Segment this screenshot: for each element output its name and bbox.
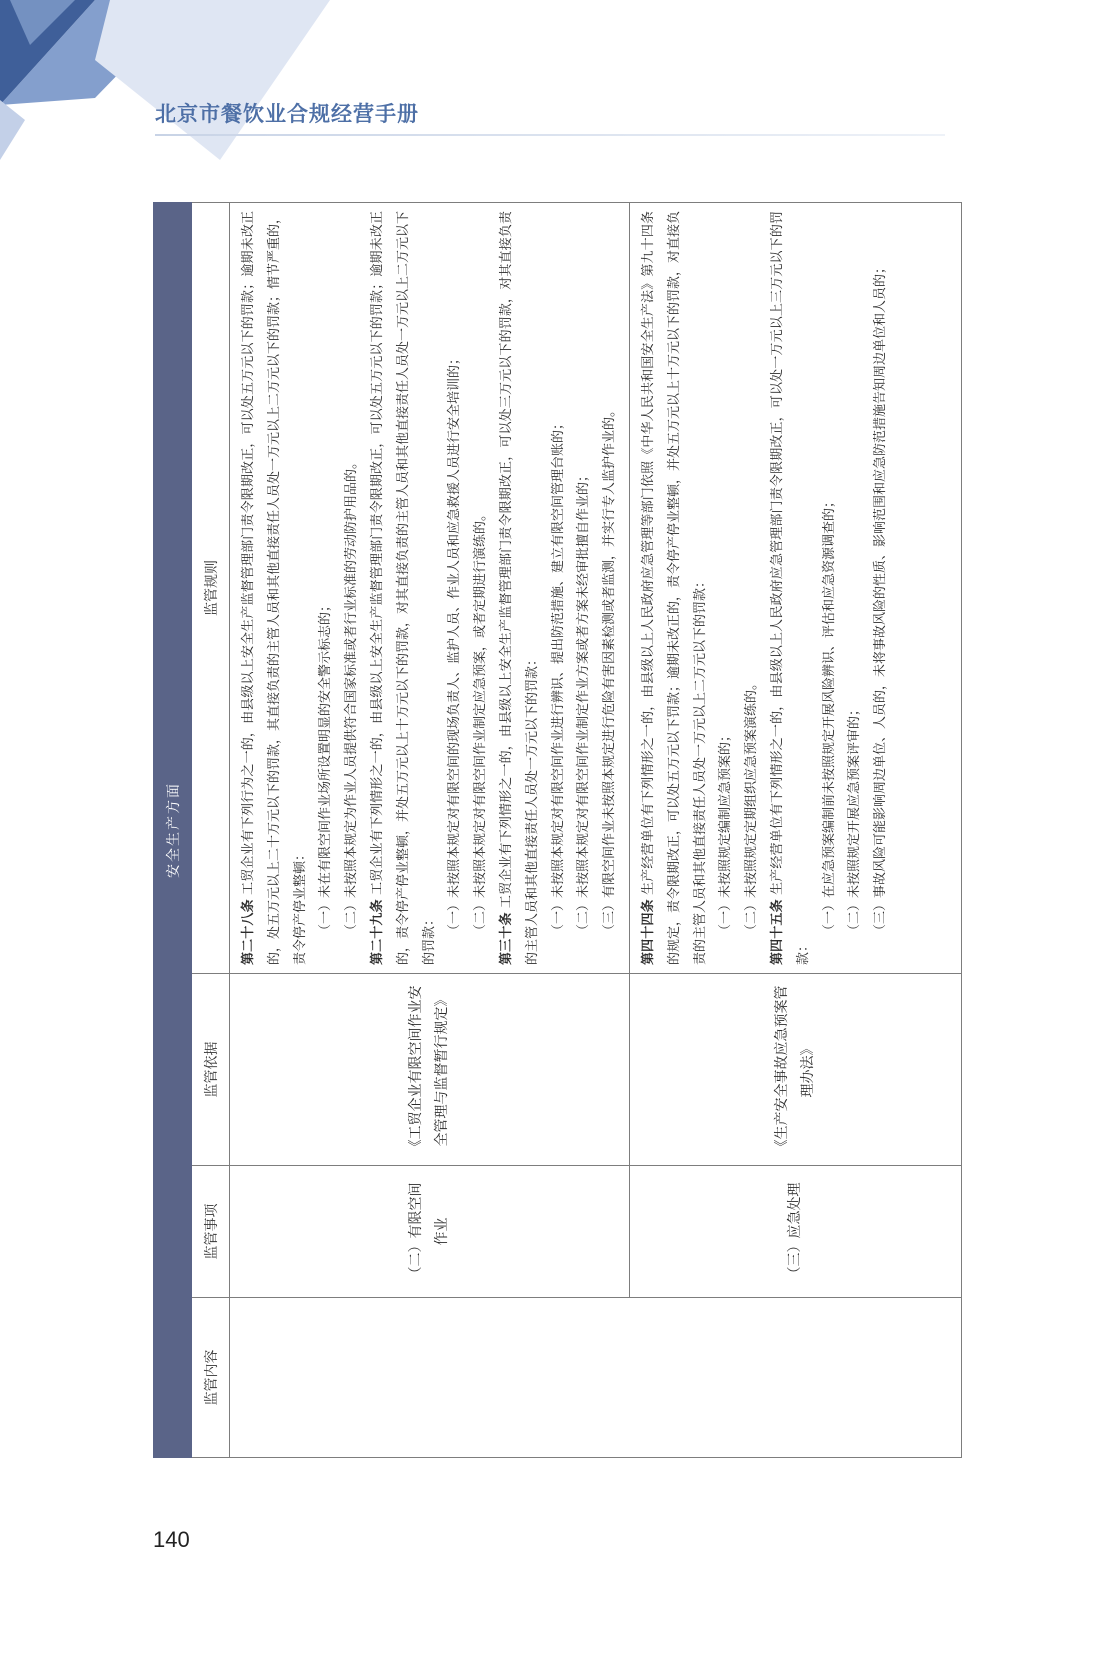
regulation-table bbox=[153, 202, 962, 1458]
article-28-text: 工贸企业有下列行为之一的，由县级以上安全生产监督管理部门责令限期改正，可以处五万元以下的罚款；逾期未改正的，处五万元以上二十万元以下的罚款，其直接负责的主管人员和其他直接责任人员处一万元以上二万元以下的罚款；情节严重的，责令停产停业整顿： bbox=[241, 210, 308, 965]
article-30-item: （二）未按照本规定对有限空间作业制定作业方案或者方案未经审批擅自作业的； bbox=[576, 468, 592, 937]
regulation-table-rotated bbox=[153, 203, 958, 1458]
article-29-item: （一）未按照本规定对有限空间的现场负责人、监护人员、作业人员和应急救援人员进行安全培训的； bbox=[447, 351, 463, 937]
article-44-label: 第四十四条 bbox=[640, 899, 656, 965]
article-45-label: 第四十五条 bbox=[769, 899, 785, 965]
basis-emergency-handling: 《生产安全事故应急预案管理办法》 bbox=[629, 974, 961, 1166]
article-44-item: （二）未按照规定定期组织应急预案演练的。 bbox=[744, 676, 760, 937]
header-divider bbox=[155, 134, 945, 136]
article-28-item: （一）未在有限空间作业场所设置明显的安全警示标志的； bbox=[318, 598, 334, 937]
basis-confined-space: 《工贸企业有限空间作业安全管理与监督暂行规定》 bbox=[230, 974, 630, 1166]
article-44-text: 生产经营单位有下列情形之一的，由县级以上人民政府应急管理等部门依照《中华人民共和国安全生产法》第九十四条的规定，责令限期改正，可以处五万元以下罚款；逾期未改正的，责令停产停业整顿，并处五万元以上十万元以下的罚款，对直接负责的主管人员和其他直接责任人员处一万元以上二万元以下的罚款： bbox=[640, 210, 708, 965]
article-45-item: （二）未按照规定开展应急预案评审的； bbox=[847, 702, 863, 937]
item-emergency-handling: （三）应急处理 bbox=[629, 1166, 961, 1298]
page-number: 140 bbox=[153, 1527, 190, 1552]
table-row bbox=[629, 203, 961, 1458]
article-45-item: （一）在应急预案编制前未按照规定开展风险辨识、评估和应急资源调查的； bbox=[821, 494, 837, 937]
cell-content bbox=[230, 1298, 962, 1458]
article-44-item: （一）未按照规定编制应急预案的； bbox=[718, 728, 734, 937]
item-confined-space: （二）有限空间作业 bbox=[230, 1166, 630, 1298]
article-29-label: 第二十九条 bbox=[369, 899, 385, 965]
header-content: 监管内容 bbox=[192, 1298, 230, 1458]
article-30-item: （三）有限空间作业未按照本规定进行危险有害因素检测或者监测，并实行专人监护作业的。 bbox=[602, 403, 618, 937]
article-29-text: 工贸企业有下列情形之一的，由县级以上安全生产监督管理部门责令限期改正，可以处五万元以下的罚款；逾期未改正的，责令停产停业整顿，并处五万元以上十万元以下的罚款，对其直接负责的主管人员和其他直接责任人员处一万元以上二万元以下的罚款： bbox=[369, 210, 437, 965]
corner-decoration bbox=[0, 0, 340, 170]
header-item: 监管事项 bbox=[192, 1166, 230, 1298]
article-30-label: 第三十条 bbox=[498, 912, 514, 965]
article-28-label: 第二十八条 bbox=[241, 899, 256, 965]
article-45-text: 生产经营单位有下列情形之一的，由县级以上人民政府应急管理部门责令限期改正，可以处一万元以上三万元以下的罚款： bbox=[769, 211, 811, 965]
article-30-item: （一）未按照本规定对有限空间作业进行辨识、提出防范措施、建立有限空间管理台账的； bbox=[550, 416, 566, 937]
category-band: 安全生产方面 bbox=[154, 203, 192, 1458]
header-rules: 监管规则 bbox=[192, 203, 230, 974]
rules-emergency-handling bbox=[629, 203, 961, 974]
header-basis: 监管依据 bbox=[192, 974, 230, 1166]
article-28-item: （二）未按照本规定为作业人员提供符合国家标准或者行业标准的劳动防护用品的。 bbox=[344, 455, 360, 937]
table-row bbox=[230, 203, 630, 1458]
article-45-item: （三）事故风险可能影响周边单位、人员的，未将事故风险的性质、影响范围和应急防范措施告知周边单位和人员的； bbox=[873, 260, 889, 937]
article-30-text: 工贸企业有下列情形之一的，由县级以上安全生产监督管理部门责令限期改正，可以处三万元以下的罚款，对其直接负责的主管人员和其他直接责任人员处一万元以下的罚款： bbox=[498, 211, 540, 965]
article-29-item: （二）未按照本规定对有限空间作业制定应急预案，或者定期进行演练的。 bbox=[473, 507, 489, 937]
rules-confined-space bbox=[230, 203, 630, 974]
header-title: 北京市餐饮业合规经营手册 bbox=[155, 102, 419, 126]
